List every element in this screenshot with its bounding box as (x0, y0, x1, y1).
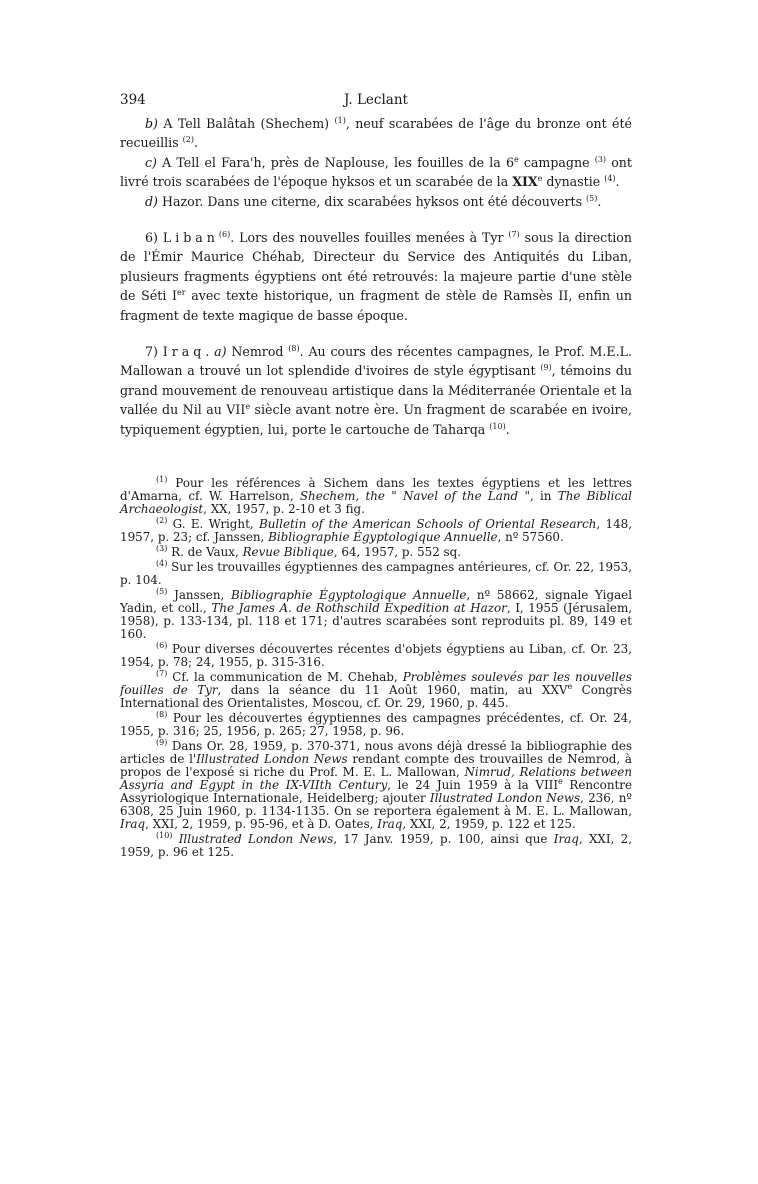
footnote-mark: (5) (156, 587, 168, 597)
section-number: 6) (145, 230, 158, 246)
footnote-ref[interactable]: (5) (586, 193, 598, 203)
paragraph-iraq: 7) Iraq. a) Nemrod $^{(8)}$. Au cours des récentes campagnes, le Prof. M.E.L. Mallowan a trouvé un lot splendide d'ivoires de style égyptisant $^{(9)}$, témoins du grand mouvement de renouveau artistique dans la Méditerranée Orientale et la vallée du Nil au VIIe siècle avant notre ère. Un fragment de scarabée en ivoire, typiquement égyptien, lui, porte le cartouche de Taharqa $^{(10)}$. (120, 344, 632, 437)
item-letter: d) (145, 193, 158, 209)
footnote-ref[interactable]: (4) (604, 174, 616, 184)
page (120, 92, 632, 861)
page-header (120, 92, 632, 114)
footnote-ref[interactable]: (10) (489, 421, 506, 431)
paragraph-item-d: d) Hazor. Dans une citerne, dix scarabées hyksos ont été découverts $^{(5)}$. (145, 193, 602, 209)
footnote-10: $^{(10)}$ Illustrated London News, 17 Janv. 1959, p. 100, ainsi que Iraq, XXI, 2, 1959, p. 96 et 125. (120, 831, 632, 860)
footnote-5: $^{(5)}$ Janssen, Bibliographie Égyptologique Annuelle, nº 58662, signale Yigael Yadin, et coll., The James A. de Rothschild Expedition at Hazor, I, 1955 (Jérusalem, 1958), p. 133-134, pl. 118 et 171; d'autres scarabées sont reproduits pl. 89, 149 et 160. (120, 587, 633, 642)
running-head: J. Leclant (344, 92, 408, 108)
footnote-mark: (9) (156, 738, 168, 748)
footnote-mark: (10) (156, 831, 173, 841)
item-letter: b) (145, 116, 158, 131)
footnote-ref[interactable]: (3) (594, 154, 607, 164)
footnote-1: $^{(1)}$ Pour les références à Sichem dans les textes égyptiens et les lettres d'Amarna, cf. W. Harrelson, Shechem, the " Navel of the Land ", in The Biblical Archaeologist, XX, 1957, p. 2-10 et 3 fig. (120, 475, 632, 517)
footnote-mark: (3) (156, 544, 168, 554)
footnote-mark: (8) (156, 710, 168, 720)
footnote-mark: (4) (156, 559, 168, 569)
footnote-ref[interactable]: (9) (540, 363, 552, 373)
footnote-7: $^{(7)}$ Cf. la communication de M. Chehab, Problèmes soulevés par les nouvelles fouilles de Tyr, dans la séance du 11 Août 1960, matin, au XXVe Congrès International des Orientalistes, Moscou, cf. Or. 29, 1960, p. 445. (120, 669, 633, 711)
main-text (120, 114, 632, 439)
paragraph-liban: 6) Liban$^{(6)}$. Lors des nouvelles fouilles menées à Tyr $^{(7)}$ sous la direction de l'Émir Maurice Chéhab, Directeur du Service des Antiquités du Liban, plusieurs fragments égyptiens ont été retrouvés: la majeure partie d'une stèle de Séti Ier avec texte historique, un fragment de stèle de Ramsès II, enfin un fragment de texte magique de basse époque. (120, 230, 632, 323)
section-name: Liban (162, 230, 219, 246)
footnote-ref[interactable]: (1) (334, 116, 346, 125)
footnote-9: $^{(9)}$ Dans Or. 28, 1959, p. 370-371, nous avons déjà dressé la bibliographie des articles de l'Illustrated London News rendant compte des trouvailles de Nemrod, à propos de l'exposé si riche du Prof. M. E. L. Mallowan, Nimrud, Relations between Assyria and Egypt in the IX-VIIth Century, le 24 Juin 1959 à la VIIIe Rencontre Assyriologique Internationale, Heidelberg; ajouter Illustrated London News, 236, nº 6308, 25 Juin 1960, p. 1134-1135. On se reportera également à M. E. L. Mallowan, Iraq, XXI, 2, 1959, p. 95-96, et à D. Oates, Iraq, XXI, 2, 1959, p. 122 et 125. (120, 738, 632, 832)
footnote-3: $^{(3)}$ R. de Vaux, Revue Biblique, 64, 1957, p. 552 sq. (156, 544, 462, 560)
paragraph-item-c: c) A Tell el Fara'h, près de Naplouse, les fouilles de la 6e campagne $^{(3)}$ ont livré trois scarabées de l'époque hyksos et un scarabée de la XIXe dynastie $^{(4)}$. (120, 154, 632, 190)
item-letter: c) (145, 154, 157, 170)
footnote-ref[interactable]: (6) (218, 230, 231, 240)
footnotes (120, 477, 632, 859)
footnote-mark: (2) (156, 516, 168, 526)
footnote-ref[interactable]: (2) (182, 135, 195, 145)
footnote-8: $^{(8)}$ Pour les découvertes égyptiennes des campagnes précédentes, cf. Or. 24, 1955, p. 316; 25, 1956, p. 265; 27, 1958, p. 96. (120, 710, 632, 739)
footnote-6: $^{(6)}$ Pour diverses découvertes récentes d'objets égyptiens au Liban, cf. Or. 23, 1954, p. 78; 24, 1955, p. 315-316. (120, 641, 632, 670)
page-number: 394 (120, 92, 146, 108)
footnote-4: $^{(4)}$ Sur les trouvailles égyptiennes des campagnes antérieures, cf. Or. 22, 1953, p. 104. (120, 559, 632, 588)
section-number: 7) (145, 344, 158, 360)
footnote-mark: (7) (156, 669, 168, 679)
paragraph-item-b: b) A Tell Balâtah (Shechem) $^{(1)}$, neuf scarabées de l'âge du bronze ont été recueillis $^{(2)}$. (120, 116, 632, 151)
section-name: Iraq (162, 344, 206, 360)
footnote-ref[interactable]: (7) (508, 230, 520, 240)
footnote-mark: (1) (156, 475, 168, 485)
footnote-mark: (6) (156, 641, 168, 651)
footnote-2: $^{(2)}$ G. E. Wright, Bulletin of the American Schools of Oriental Research, 148, 1957, p. 23; cf. Janssen, Bibliographie Égyptologique Annuelle, nº 57560. (120, 516, 632, 545)
footnote-ref[interactable]: (8) (288, 344, 300, 354)
